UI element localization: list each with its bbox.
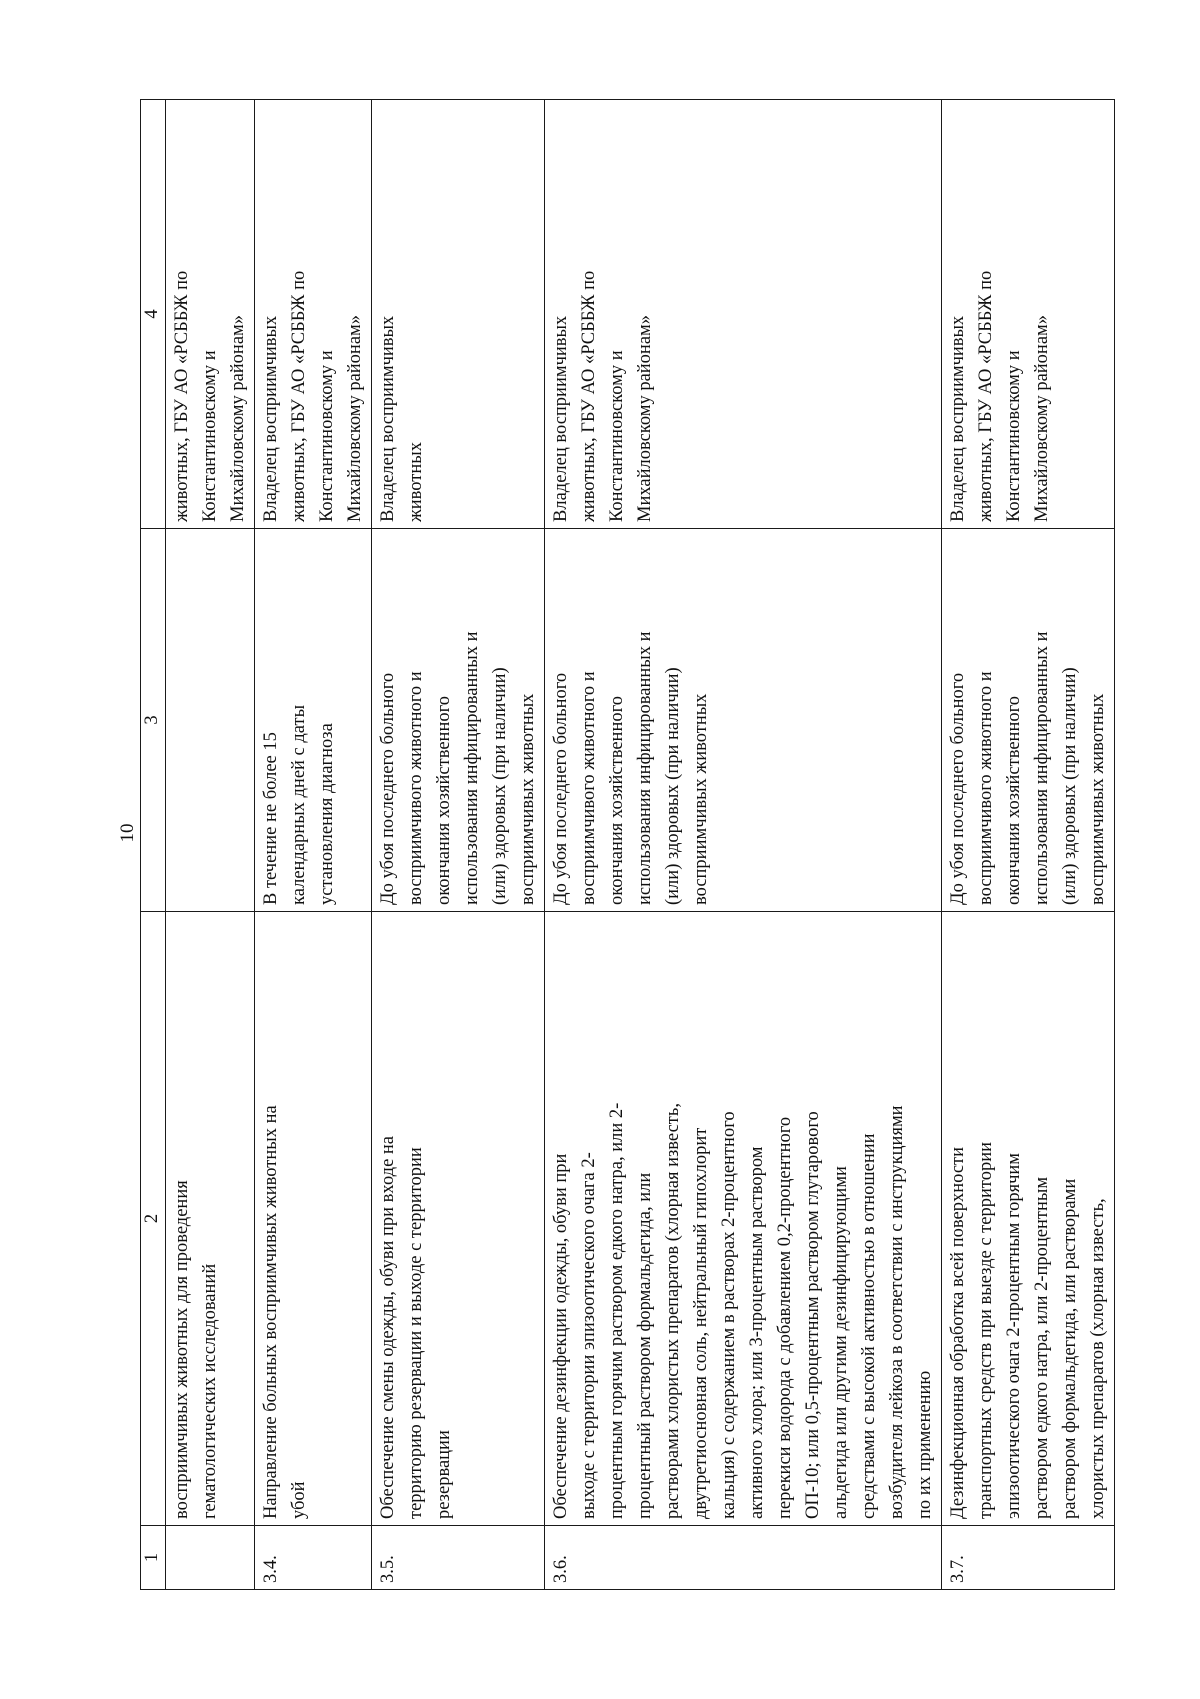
term-cell: До убоя последнего больного восприимчивого животного и окончания хозяйственного использования инфицированных и (или) здоровых (при наличии) восприимчивых животных [545,529,942,912]
term-cell [166,529,255,912]
header-col-2: 2 [141,912,166,1526]
row-number: 3.6. [545,1526,942,1590]
term-cell: До убоя последнего больного восприимчивого животного и окончания хозяйственного использования инфицированных и (или) здоровых (при наличии) восприимчивых животных [372,529,545,912]
header-col-3: 3 [141,529,166,912]
header-col-4: 4 [141,100,166,529]
term-cell: До убоя последнего больного восприимчивого животного и окончания хозяйственного использования инфицированных и (или) здоровых (при наличии) восприимчивых животных [942,529,1115,912]
measure-cell: Обеспечение дезинфекции одежды, обуви при выходе с территории эпизоотического очага 2- процентным горячим раствором едкого натра, или 2- процентный раствором формальдегида, или растворами хлористых препаратов (хлорная известь, двутретиосновная соль, нейтральный гипохлорит кальция) с содержанием в растворах 2-процентного активного хлора; или 3-процентным раствором перекиси водорода с добавлением 0,2-процентного ОП-10; или 0,5-процентным раствором глутарового альдегида или другими дезинфицирующими средствами с высокой активностью в отношении возбудителя лейкоза в соответствии с инструкциями по их применению [545,912,942,1526]
measures-table [140,99,1115,1590]
responsible-cell: животных, ГБУ АО «РСББЖ по Константиновскому и Михайловскому районам» [166,100,255,529]
page-number: 10 [117,823,138,843]
table-row [372,100,545,1590]
term-cell: В течение не более 15 календарных дней с даты установления диагноза [255,529,372,912]
responsible-cell: Владелец восприимчивых животных, ГБУ АО «РСББЖ по Константиновскому и Михайловскому районам» [255,100,372,529]
measure-cell: Направление больных восприимчивых животных на убой [255,912,372,1526]
measure-cell: Обеспечение смены одежды, обуви при входе на территорию резервации и выходе с территории резервации [372,912,545,1526]
measure-cell: восприимчивых животных для проведения гематологических исследований [166,912,255,1526]
header-col-1: 1 [141,1526,166,1590]
row-number: 3.4. [255,1526,372,1590]
row-number: 3.7. [942,1526,1115,1590]
table-row [942,100,1115,1590]
measure-cell: Дезинфекционная обработка всей поверхности транспортных средств при выезде с территории эпизоотического очага 2-процентным горячим раствором едкого натра, или 2-процентным раствором формальдегида, или растворами хлористых препаратов (хлорная известь, [942,912,1115,1526]
rotated-table-container [140,100,1108,1590]
responsible-cell: Владелец восприимчивых животных [372,100,545,529]
table-row [255,100,372,1590]
table-row [545,100,942,1590]
responsible-cell: Владелец восприимчивых животных, ГБУ АО «РСББЖ по Константиновскому и Михайловскому районам» [942,100,1115,529]
table-header-row [141,100,166,1590]
table-row [166,100,255,1590]
responsible-cell: Владелец восприимчивых животных, ГБУ АО «РСББЖ по Константиновскому и Михайловскому районам» [545,100,942,529]
row-number: 3.5. [372,1526,545,1590]
row-number [166,1526,255,1590]
